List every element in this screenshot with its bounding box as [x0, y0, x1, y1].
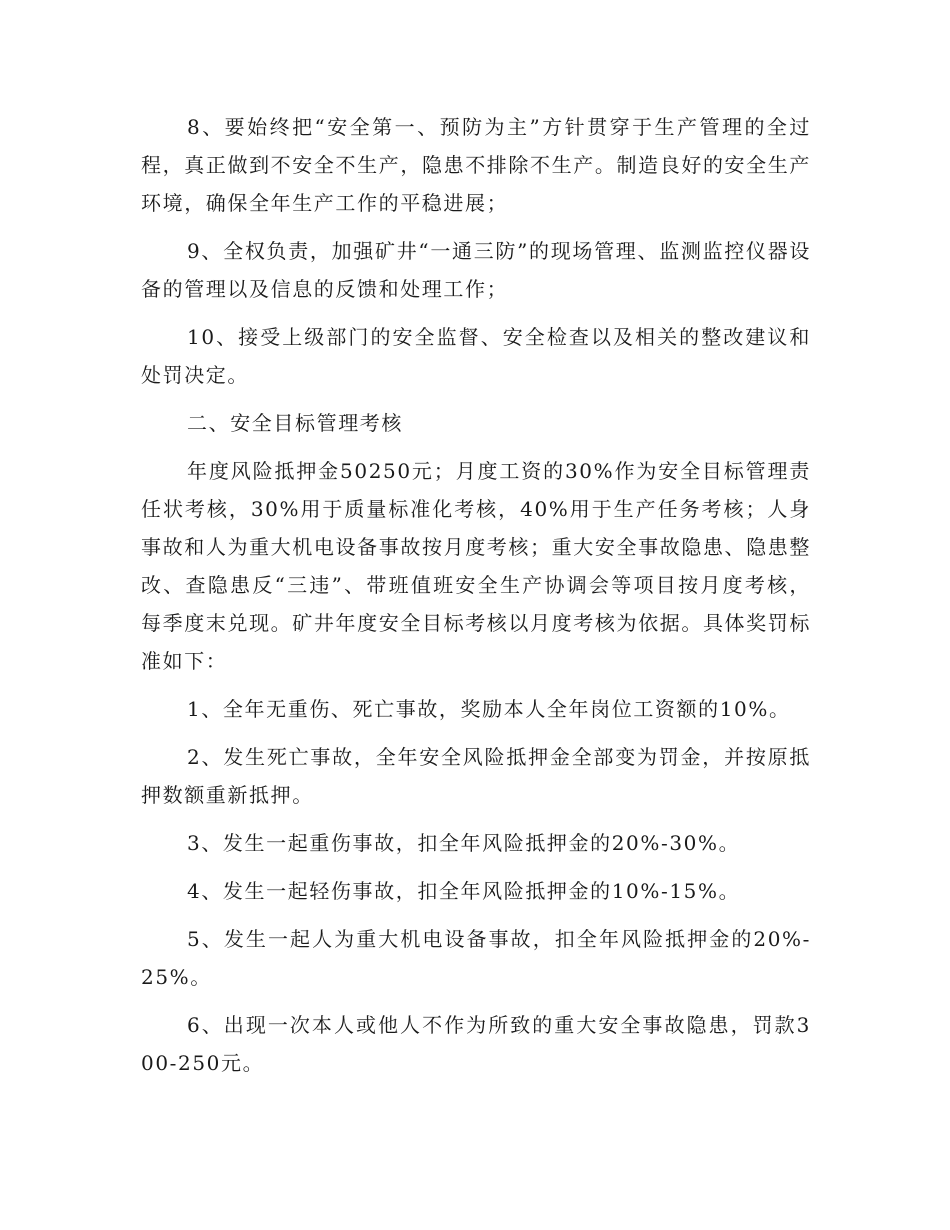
paragraph-rule-2: 2、发生死亡事故，全年安全风险抵押金全部变为罚金，并按原抵押数额重新抵押。	[141, 745, 811, 807]
paragraph-rule-1: 1、全年无重伤、死亡事故，奖励本人全年岗位工资额的10%。	[187, 697, 791, 721]
paragraph-rule-3: 3、发生一起重伤事故，扣全年风险抵押金的20%-30%。	[187, 831, 741, 855]
paragraph-item-8: 8、要始终把“安全第一、预防为主”方针贯穿于生产管理的全过程，真正做到不安全不生产，隐患不排除不生产。制造良好的安全生产环境，确保全年生产工作的平稳进展；	[141, 115, 811, 215]
document-body	[141, 108, 811, 1092]
paragraph-item-10: 10、接受上级部门的安全监督、安全检查以及相关的整改建议和处罚决定。	[141, 325, 811, 387]
paragraph-item-9: 9、全权负责，加强矿井“一通三防”的现场管理、监测监控仪器设备的管理以及信息的反馈和处理工作；	[141, 239, 811, 301]
paragraph-rule-6: 6、出现一次本人或他人不作为所致的重大安全事故隐患，罚款300-250元。	[141, 1013, 811, 1075]
section-heading: 二、安全目标管理考核	[187, 411, 403, 435]
paragraph-assessment-overview: 年度风险抵押金50250元；月度工资的30%作为安全目标管理责任状考核，30%用于质量标准化考核，40%用于生产任务考核；人身事故和人为重大机电设备事故按月度考核；重大安全事故隐患、隐患整改、查隐患反“三违”、带班值班安全生产协调会等项目按月度考核，每季度末兑现。矿井年度安全目标考核以月度考核为依据。具体奖罚标准如下：	[141, 459, 811, 673]
paragraph-rule-5: 5、发生一起人为重大机电设备事故，扣全年风险抵押金的20%-25%。	[141, 927, 811, 989]
paragraph-rule-4: 4、发生一起轻伤事故，扣全年风险抵押金的10%-15%。	[187, 879, 741, 903]
